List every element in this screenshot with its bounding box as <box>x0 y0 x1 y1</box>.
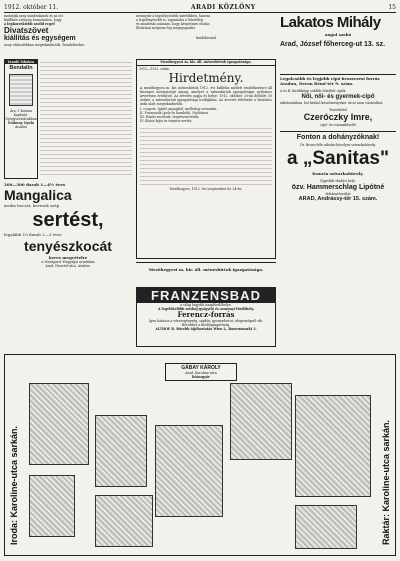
bendalin-price: Ára: 1 korona <box>9 109 33 113</box>
furniture-maker-addr: Arad, Karoline-utca <box>185 371 217 375</box>
franzensbad-line4: Bővebbet a fürdőigazgatóság. <box>181 323 231 327</box>
hirdetmeny-item-2: II. Fuvarozók (polo és kombók). Nyilvános <box>140 111 209 115</box>
top-left-line3: a legkorrektebb szolid ecgef <box>4 22 55 26</box>
franzensbad-foot: ALTHOF B. Bővebb tájékoztatás Wien I., Bauernmarkt 3. <box>155 327 257 331</box>
sanitas-sub: francia szivarkahüvely. <box>312 171 364 176</box>
furniture-ad <box>4 354 396 556</box>
top-mid-foot: kiadóhivatal <box>196 36 216 40</box>
hirdetmeny-text-lines <box>140 125 272 185</box>
sanitas-kaphato: Egyedüli eladási hely: <box>320 179 356 183</box>
bendalin-brand: Bendalin <box>9 65 33 71</box>
franzensbad-line2: A legelőkelőbb szívbaj-gyógyító és asszonyi fürdőhely. <box>157 307 255 311</box>
shoe-item-2: Női, női- és gyermek-cipő <box>301 94 375 100</box>
top-mid-line3: és mindenki számára, hogy kényelmes eladás <box>136 22 210 26</box>
mangalica-ad <box>4 182 132 332</box>
shoe-shop-headline: Legolcsóbb és legjobb cipő beszerzési forrás Aradon, Deron Rémi-tér 9. szám. <box>280 74 396 86</box>
bed-image <box>230 383 292 460</box>
franzensbad-ad <box>136 287 276 347</box>
hirdetmeny-notice <box>136 59 276 259</box>
hirdetmeny-title: Hirdetmény. <box>168 71 244 85</box>
top-mid-line1: mennyisé a legelőnyösebb mértékben, hanem <box>136 14 210 18</box>
bendalin-head: Izzadó lábakra <box>5 60 37 64</box>
wardrobe-image <box>29 383 89 465</box>
bendalin-town: Aradon <box>15 125 27 129</box>
top-left-line1: mutatják meg mindenkinek és az ott <box>4 14 63 18</box>
furniture-maker-name: GÁBAY KÁROLY <box>181 365 221 371</box>
bendalin-text-column <box>40 59 132 179</box>
top-left-line2: kiállított szőnyeg bemutatása, hogy <box>4 18 62 22</box>
franzensbad-brand: FRANZENSBAD <box>137 288 275 303</box>
franzensbad-line1: a világ legjobb iszapfürdőhelye. <box>180 303 232 307</box>
hirdetmeny-head: Mezőhegyesi m. kir. áll. ménesbirtok igazgatósága. <box>160 60 252 64</box>
mezohegyes2-head: Mezőhegyesi m. kir. áll. ménesbirtok igazgatósága. <box>148 267 264 272</box>
top-mid-line2: a legelőnyösebb is, egymásba a lehetőleg <box>136 18 203 22</box>
right-column <box>280 74 396 349</box>
bendalin-box-image <box>9 74 33 106</box>
top-left-ad <box>4 14 132 56</box>
franzensbad-line3: Igen hatásos a vérszegénység, sápkór, gyomorhurut, idegességnél stb. <box>148 319 264 323</box>
sanitas-kaphato2: özv. Hammerschlag Lipótné <box>291 184 385 191</box>
furniture-maker-box <box>165 363 237 381</box>
bendalin-sub: Kapható: <box>13 113 29 117</box>
hirdetmeny-foot: Mezőhegyes, 1912. évi szeptember hó 24-én. <box>169 187 243 191</box>
shoe-item-1: A és B. kiváltképp sokféle felsőbőr cipők <box>280 89 346 93</box>
header-title: ARADI KÖZLÖNY <box>190 3 256 11</box>
mangalica-big2: tenyészkocát <box>24 238 112 254</box>
sideboard-image <box>155 425 223 517</box>
dresser-image <box>295 395 371 497</box>
header-page-number: 15 <box>388 3 396 11</box>
mangalica-line5: a Mezőgazd.-Hegyaljai uradalom <box>41 260 95 264</box>
mangalica-line2: áruba bocsát, keresek szép <box>4 203 60 208</box>
mangalica-title: Mangalica <box>4 187 72 203</box>
sanitas-brand: a „Sanitas" <box>287 148 389 169</box>
lakatos-address: Arad, József főherceg-ut 13. sz. <box>280 41 386 48</box>
shoe-owner-name: Czeróczky Imre, <box>303 112 373 122</box>
bendalin-text-lines <box>40 59 132 175</box>
franzensbad-spring: Ferencz-forrás <box>177 310 235 319</box>
bendalin-shop2: Fraknoy Gyula <box>8 121 34 125</box>
chair-image <box>29 475 75 537</box>
sanitas-kaphato3: dohánytőzsdéje <box>325 192 351 196</box>
hirdetmeny-num: 1912—1922. szám. <box>139 67 170 71</box>
sanitas-address: ARAD, Andrássy-tér 15. szám. <box>298 196 378 202</box>
hirdetmeny-item-4: IV. Közös fajta és tenyész sertés. <box>140 119 193 123</box>
hirdetmeny-item-1: I. csoport: Igásló anyagból, mellesleg szerszám. <box>140 107 218 111</box>
mezohegyes-second-notice <box>136 262 276 284</box>
top-mid-line4: Elvárásai mégsem fog megnyugodni. <box>136 26 196 30</box>
bendalin-ad <box>4 59 38 179</box>
header-date: 1912. október 11. <box>4 3 59 11</box>
furniture-right-vertical: Raktár: Karoline-utca sarkán. <box>381 419 391 545</box>
shoe-item-3: raktárunkban, hol kitűnő készítményeket olcsó áron vásárolhat. <box>280 101 384 105</box>
table-image <box>95 495 153 547</box>
lakatos-sub: angol szabó <box>324 32 352 37</box>
shoe-owner-intro: Tisztelettel <box>328 108 347 112</box>
mangalica-line4: keres megvételre <box>48 255 88 260</box>
page-header <box>4 2 396 13</box>
cabinet-image <box>95 415 147 487</box>
furniture-maker-type: bútorgyár <box>192 375 210 379</box>
lakatos-name: Lakatos Mihály <box>280 14 381 31</box>
mangalica-big: sertést, <box>32 209 104 231</box>
top-left-brand2: kiállítás és egységem <box>4 35 76 42</box>
newspaper-page <box>4 2 396 558</box>
top-left-brand: Divatszövet <box>4 26 49 35</box>
lakatos-ad <box>280 14 396 70</box>
sofa-image <box>295 505 357 549</box>
shoe-owner-sub: cipő- és csizmakészítő <box>320 123 356 127</box>
top-middle-text <box>136 14 276 56</box>
fonton-dr: Dr. Bruno-féle nikotin-hüvelyes szivarkahüvely. <box>300 143 376 147</box>
mangalica-line6: Arad, Honvéd-utca, Aradon. <box>45 264 91 268</box>
fonton-headline: Fonton a dohányzóknak! <box>296 134 380 141</box>
hirdetmeny-body: A mezőhegyesi m. kir. ménesbirtok 1912. évi kiállítás mellett rendelkezésre áll bizonyos mennyiségű anyag, amelyet a ménesbirtok igazgatósága nyilvános árverésen értékesít. Az árverés napja és helye: 1912. október 20-án délelőtt 10 órakor a ménesbirtok igazgatósági irodájában. Az árverés feltételei a hivatalos órák alatt megtekinthetők. <box>140 86 272 106</box>
mangalica-line3: legalább 10 darab 2—3 éves <box>4 232 62 237</box>
top-left-foot: neuy választékban megtekinthetők. Rendelésekre <box>4 43 85 47</box>
furniture-left-vertical: Iroda: Karoline-utca sarkán. <box>9 425 19 545</box>
bendalin-shop1: Gyógyszertárakban <box>5 117 37 121</box>
mangalica-line1: 200—300 darab 1—4½ éves <box>4 182 66 187</box>
hirdetmeny-item-3: III. Hizott sertések, tenyészsertések. <box>140 115 200 119</box>
